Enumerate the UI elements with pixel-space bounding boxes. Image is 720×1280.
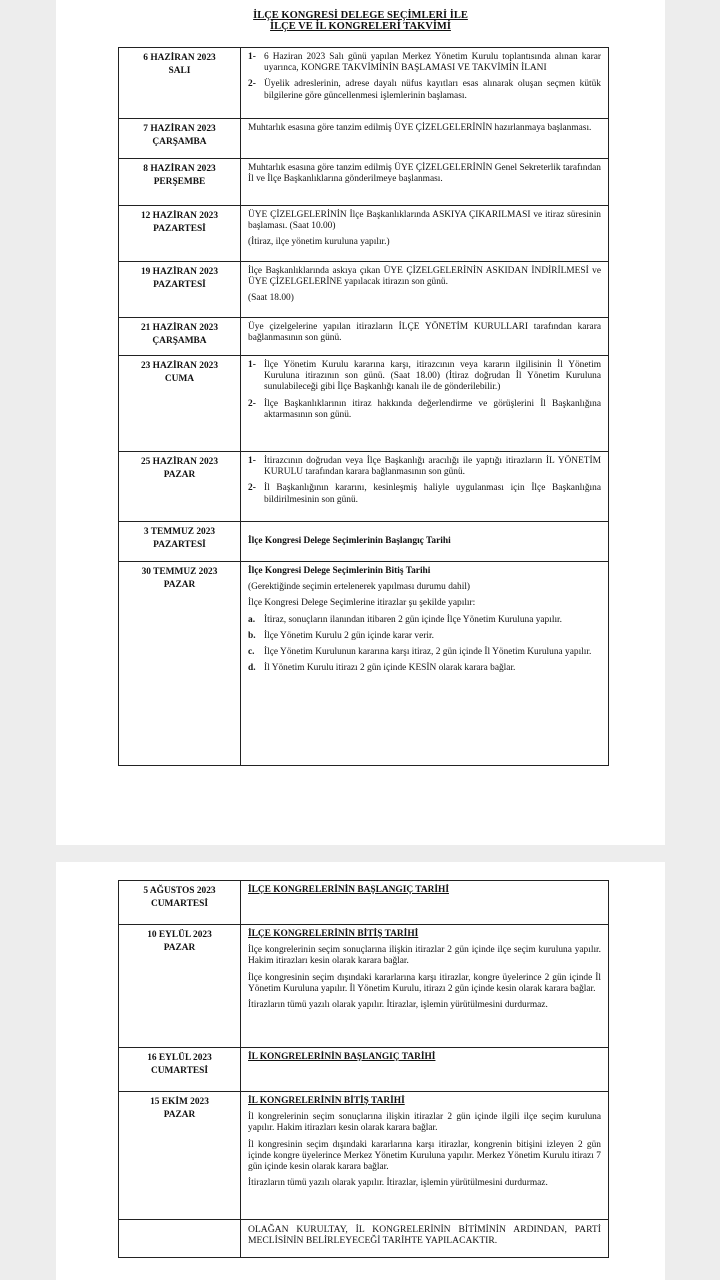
list-item [248,483,601,505]
date-text: 5 AĞUSTOS 2023 [143,886,216,896]
date-cell [119,159,241,206]
item-letter: c. [248,647,255,658]
paragraph: İl kongresinin seçim dışındaki kararlarına karşı itirazlar, kongrenin bitişini izleyen 2 gün içinde kongre üyelerince Merkez Yönetim Kuruluna yapılır. Merkez Yönetim Kurulu itirazı 7 gün içinde kesin olarak karara bağlar. [248,1139,601,1173]
date-text: 30 TEMMUZ 2023 [141,567,218,577]
weekday-text: PAZARTESİ [153,540,206,550]
table-row [119,159,609,206]
row-heading: İL KONGRELERİNİN BİTİŞ TARİHİ [248,1096,405,1106]
table-row [119,1220,609,1258]
paragraph: (Gerektiğinde seçimin ertelenerek yapılması durumu dahil) [248,582,471,593]
table-row [119,206,609,262]
item-text: İtirazcının doğrudan veya İlçe Başkanlığı aracılığı ile yaptığı itirazların İL YÖNETİM KURULU tarafından karara bağlanmasının son günü. [264,456,601,478]
paragraph: İtirazların tümü yazılı olarak yapılır. İtirazlar, işlemin yürütülmesini durdurmaz. [248,1000,548,1011]
item-letter: b. [248,630,256,641]
date-cell [119,452,241,522]
paragraph: İl kongrelerinin seçim sonuçlarına ilişkin itirazlar 2 gün içinde ilgili ilçe seçim kuruluna yapılır. Hakim itirazları kesin olarak karara bağlar. [248,1112,601,1134]
description-cell [241,1048,609,1092]
list-item [248,52,601,74]
weekday-text: PAZAR [163,580,196,590]
weekday-text: PERŞEMBE [153,177,206,187]
date-cell [119,1092,241,1220]
paragraph: İlçe Kongresi Delege Seçimlerine itirazlar şu şekilde yapılır: [248,598,476,609]
list-item [248,456,601,478]
table-row [119,262,609,318]
date-cell [119,356,241,452]
date-text: 7 HAZİRAN 2023 [143,124,216,134]
schedule-table-page-2 [118,880,609,1258]
list-item [248,647,601,658]
weekday-text: CUMARTESİ [151,1066,208,1076]
paragraph: ÜYE ÇİZELGELERİNİN İlçe Başkanlıklarında ASKIYA ÇIKARILMASI ve itiraz süresinin başlaması. (Saat 10.00) [248,210,601,232]
description-cell [241,562,609,766]
description-cell [241,159,609,206]
date-cell [119,262,241,318]
date-cell [119,925,241,1048]
item-text: İlçe Başkanlıklarının itiraz hakkında değerlendirme ve görüşlerini İl Başkanlığına aktarmasının son günü. [264,398,601,420]
description-cell [241,262,609,318]
date-cell [119,48,241,119]
list-item [248,360,601,394]
description-cell [241,1220,609,1258]
description-cell [241,881,609,925]
document-title [56,10,665,32]
item-text: İlçe Yönetim Kurulu 2 gün içinde karar verir. [264,630,434,641]
item-text: İlçe Yönetim Kurulunun kararına karşı itiraz, 2 gün içinde İl Yönetim Kuruluna yapılır. [264,647,592,658]
date-text: 3 TEMMUZ 2023 [143,527,216,537]
date-text: 10 EYLÜL 2023 [147,930,212,940]
paragraph: İlçe kongresinin seçim dışındaki kararlarına karşı itirazlar, kongre üyelerince 2 gün içinde İl Yönetim Kuruluna yapılır. İl Yönetim Kurulu, itirazı 2 gün içinde kesin olarak karara bağlar. [248,972,601,994]
paragraph: İlçe kongrelerinin seçim sonuçlarına ilişkin itirazlar 2 gün içinde ilçe seçim kuruluna yapılır. Hakim itirazları kesin olarak karara bağlar. [248,945,601,967]
item-text: İlçe Yönetim Kurulu kararına karşı, itirazcının veya kararın ilgilisinin İl Yönetim Kuruluna itirazının son günü. (Saat 18.00) (İtiraz doğrudan İl Yönetim Kuruluna sunulabileceği gibi İlçe Başkanlığı kanalı ile de gönderilebilir.) [264,360,601,393]
title-line-1: İLÇE KONGRESİ DELEGE SEÇİMLERİ İLE [253,10,468,21]
date-cell [119,1048,241,1092]
description-cell [241,356,609,452]
final-note: OLAĞAN KURULTAY, İL KONGRELERİNİN BİTİMİNİN ARDINDAN, PARTİ MECLİSİNİN BELİRLEYECEĞİ TARİHTE YAPILACAKTIR. [248,1224,601,1247]
table-row [119,119,609,159]
document-page-1 [56,0,665,845]
date-text: 6 HAZİRAN 2023 [143,53,216,63]
item-text: İl Yönetim Kurulu itirazı 2 gün içinde KESİN olarak karara bağlar. [264,663,516,674]
list-item [248,631,601,642]
date-text: 23 HAZİRAN 2023 [140,361,219,371]
description-cell [241,48,609,119]
table-row [119,881,609,925]
table-row [119,356,609,452]
item-number: 1- [248,456,256,466]
item-number: 2- [248,398,256,409]
paragraph: Üye çizelgelerine yapılan itirazların İLÇE YÖNETİM KURULLARI tarafından karara bağlanmasının son günü. [248,322,601,344]
description-cell [241,318,609,356]
item-letter: a. [248,614,256,625]
item-number: 1- [248,52,256,62]
weekday-text: CUMARTESİ [151,899,208,909]
description-cell [241,1092,609,1220]
document-page-2 [56,862,665,1280]
title-line-2: İLÇE VE İL KONGRELERİ TAKVİMİ [270,21,451,32]
date-cell-empty [119,1220,241,1258]
weekday-text: PAZARTESİ [153,224,206,234]
list-item [248,79,601,101]
item-number: 1- [248,360,256,370]
description-cell [241,206,609,262]
weekday-text: ÇARŞAMBA [152,336,207,346]
weekday-text: CUMA [164,374,195,384]
weekday-text: PAZAR [163,1110,196,1120]
paragraph: Muhtarlık esasına göre tanzim edilmiş ÜYE ÇİZELGELERİNİN hazırlanmaya başlanması. [248,123,592,133]
row-heading: İLÇE KONGRELERİNİN BİTİŞ TARİHİ [248,929,419,939]
paragraph: Muhtarlık esasına göre tanzim edilmiş ÜYE ÇİZELGELERİNİN Genel Sekreterlik tarafından İl ve İlçe Başkanlıklarına gönderilmeye başlanması. [248,163,601,185]
weekday-text: PAZAR [163,470,196,480]
weekday-text: PAZARTESİ [153,280,206,290]
paragraph: (İtiraz, ilçe yönetim kuruluna yapılır.) [248,237,390,248]
schedule-table-page-1 [118,47,609,766]
date-text: 12 HAZİRAN 2023 [140,211,219,221]
item-text: 6 Haziran 2023 Salı günü yapılan Merkez Yönetim Kurulu toplantısında alınan karar uyarınca, KONGRE TAKVİMİNİN BAŞLAMASI VE TAKVİMİN İLANI [264,52,601,74]
paragraph: İlçe Başkanlıklarında askıya çıkan ÜYE ÇİZELGELERİNİN ASKIDAN İNDİRİLMESİ ve ÜYE ÇİZELGELERİNE yapılacak itirazın son günü. [248,266,601,288]
description-cell [241,452,609,522]
weekday-text: PAZAR [163,943,196,953]
item-text: İtiraz, sonuçların ilanından itibaren 2 gün içinde İlçe Yönetim Kuruluna yapılır. [264,614,562,625]
table-row [119,1092,609,1220]
table-row [119,562,609,766]
table-row [119,48,609,119]
list-item [248,663,601,674]
description-cell [241,925,609,1048]
date-cell [119,522,241,562]
table-row [119,522,609,562]
date-text: 21 HAZİRAN 2023 [140,323,219,333]
date-text: 16 EYLÜL 2023 [147,1053,212,1063]
row-heading: İlçe Kongresi Delege Seçimlerinin Bitiş Tarihi [248,566,431,576]
item-number: 2- [248,483,256,494]
item-letter: d. [248,663,256,674]
item-text: Üyelik adreslerinin, adrese dayalı nüfus kayıtları esas alınarak oluşan seçmen kütük bilgilerine göre güncellenmesi işlemlerinin başlaması. [264,79,601,101]
row-heading: İlçe Kongresi Delege Seçimlerinin Başlangıç Tarihi [248,536,451,547]
date-text: 15 EKİM 2023 [150,1097,209,1107]
description-cell [241,119,609,159]
paragraph: (Saat 18.00) [248,293,294,304]
item-text: İl Başkanlığının kararını, kesinleşmiş haliyle uygulanması için İlçe Başkanlığına bildirilmesinin son günü. [264,483,601,505]
description-cell [241,522,609,562]
row-heading: İL KONGRELERİNİN BAŞLANGIÇ TARİHİ [248,1052,436,1062]
date-text: 25 HAZİRAN 2023 [140,457,219,467]
paragraph: İtirazların tümü yazılı olarak yapılır. İtirazlar, işlemin yürütülmesini durdurmaz. [248,1178,548,1189]
date-cell [119,881,241,925]
table-row [119,925,609,1048]
table-row [119,318,609,356]
list-item [248,615,601,626]
table-row [119,1048,609,1092]
row-heading: İLÇE KONGRELERİNİN BAŞLANGIÇ TARİHİ [248,885,449,895]
item-number: 2- [248,79,256,90]
weekday-text: ÇARŞAMBA [152,137,207,147]
date-cell [119,119,241,159]
date-cell [119,318,241,356]
weekday-text: SALI [168,66,191,76]
table-row [119,452,609,522]
date-text: 19 HAZİRAN 2023 [140,267,219,277]
date-cell [119,206,241,262]
date-cell [119,562,241,766]
date-text: 8 HAZİRAN 2023 [143,164,216,174]
list-item [248,399,601,421]
